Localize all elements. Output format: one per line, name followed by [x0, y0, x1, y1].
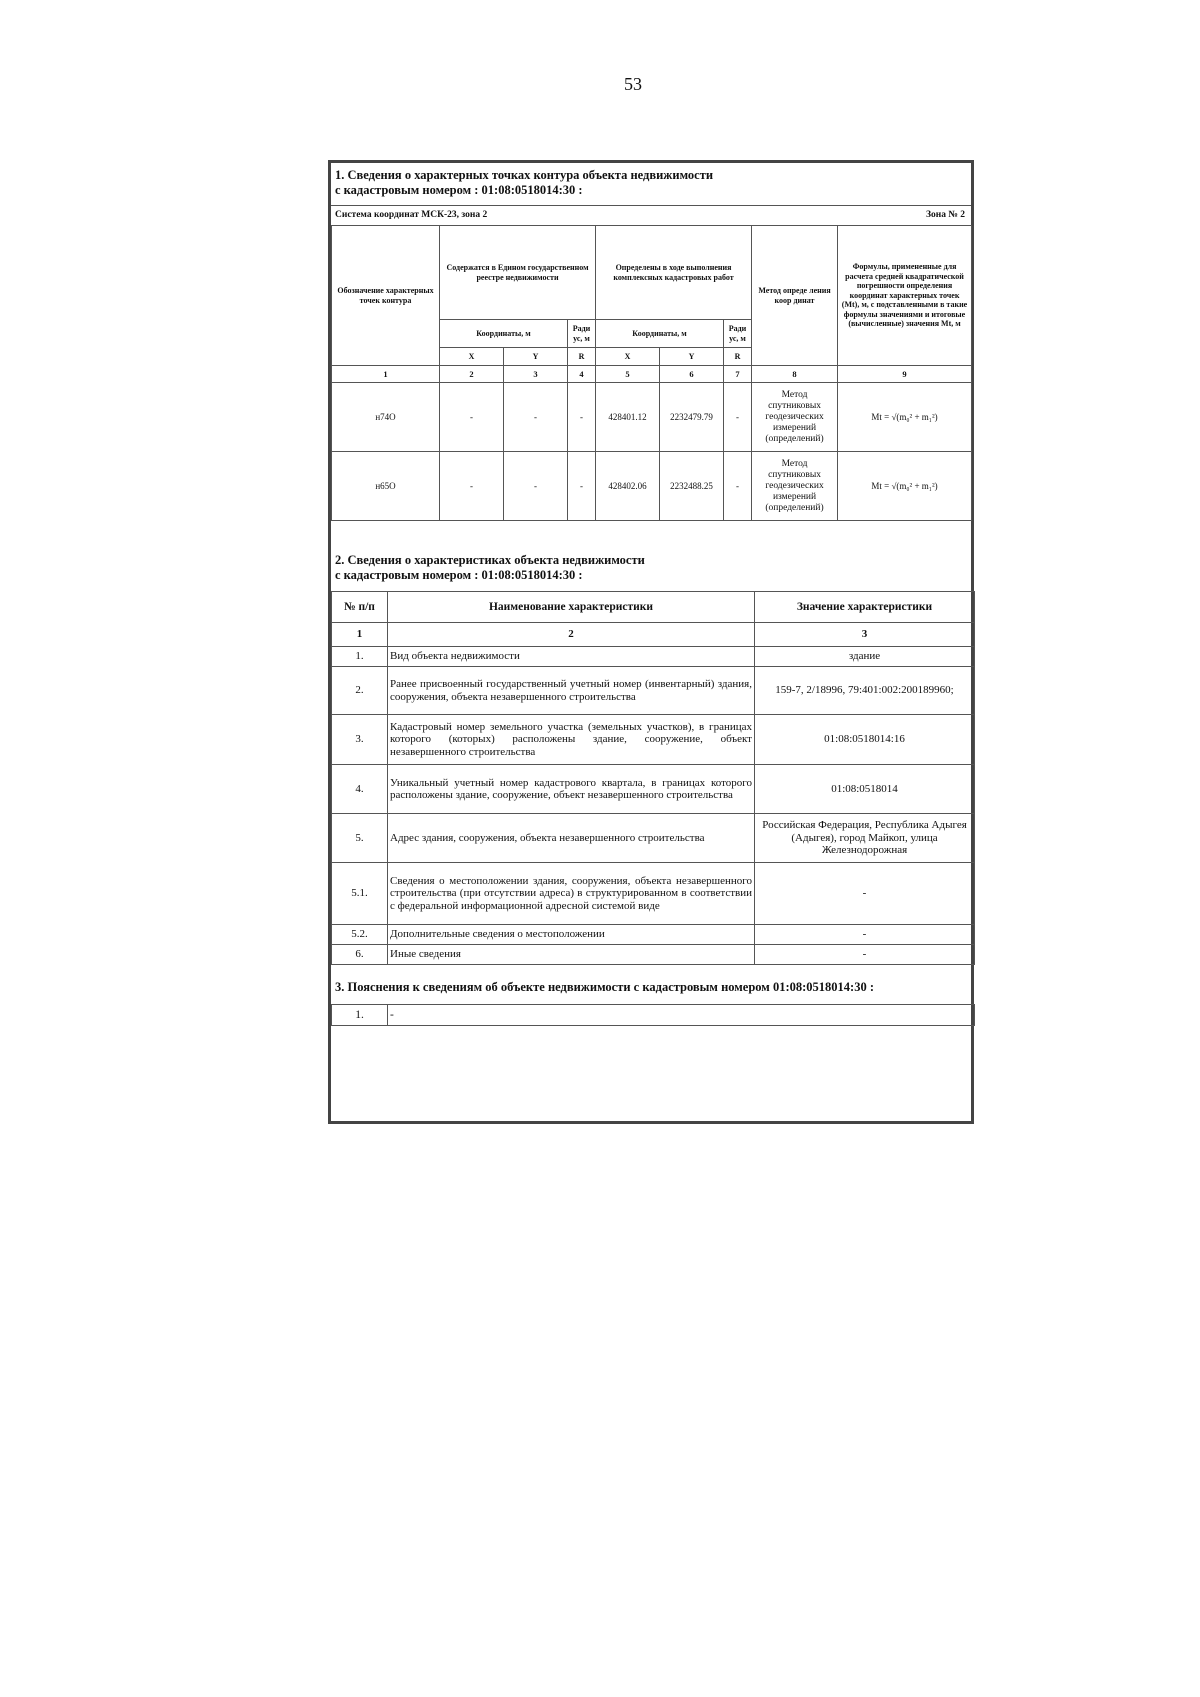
zone-label: Зона № 2: [925, 210, 965, 220]
points-table: [331, 225, 972, 521]
header-x-2: X: [596, 348, 660, 366]
header-radius-1: Ради ус, м: [568, 320, 596, 348]
table-row: 4. Уникальный учетный номер кадастрового квартала, в границах которого расположены здание, сооружение, объект незавершенного строительства 01:08:0518014: [332, 765, 975, 814]
header-r-2: R: [724, 348, 752, 366]
method-cell: Метод спутниковых геодезических измерений (определений): [752, 383, 838, 452]
table-row: 5. Адрес здания, сооружения, объекта незавершенного строительства Российская Федерация, Республика Адыгея (Адыгея), город Майкоп, улица Железнодорожная: [332, 814, 975, 863]
header-coords-2: Координаты, м: [596, 320, 724, 348]
header-x-1: X: [440, 348, 504, 366]
table-row: 1. Вид объекта недвижимости здание: [332, 647, 975, 667]
coordinate-system: [335, 210, 965, 220]
header-r-1: R: [568, 348, 596, 366]
header-name: Наименование характеристики: [388, 592, 755, 623]
table-row: н65О - - - 428402.06 2232488.25 - Метод спутниковых геодезических измерений (определений) Mt = √(m₀² + m₁²): [332, 452, 972, 521]
header-formulas: Формулы, примененные для расчета средней квадратической погрешности определения координат характерных точек (Mt), м, с подставленными в такие формулы значениями и итоговые (вычисленные) значения Mt, м: [838, 226, 972, 366]
table-row: н74О - - - 428401.12 2232479.79 - Метод спутниковых геодезических измерений (определений) Mt = √(m₀² + m₁²): [332, 383, 972, 452]
section2-title: 2. Сведения о характеристиках объекта недвижимости с кадастровым номером : 01:08:0518014:30 :: [335, 553, 645, 582]
section1-title: 1. Сведения о характерных точках контура объекта недвижимости с кадастровым номером : 01:08:0518014:30 :: [335, 168, 714, 197]
characteristics-table: [331, 591, 975, 965]
header-designation: Обозначение характерных точек контура: [332, 226, 440, 366]
table-row: 2. Ранее присвоенный государственный учетный номер (инвентарный) здания, сооружения, объекта незавершенного строительства 159-7, 2/18996, 79:401:002:200189960;: [332, 667, 975, 715]
coord-system-label: Система координат МСК-23, зона 2: [335, 210, 488, 220]
column-numbers: 1 2 3: [332, 623, 975, 647]
point-name: н65О: [332, 452, 440, 521]
formula-cell: Mt = √(m₀² + m₁²): [838, 383, 972, 452]
explanations-table: [331, 1004, 975, 1026]
table-row: 6. Иные сведения -: [332, 945, 975, 965]
table-row: 1. -: [332, 1005, 975, 1026]
page-number: 53: [624, 74, 642, 94]
table-row: 5.2. Дополнительные сведения о местоположении -: [332, 925, 975, 945]
section3-title: 3. Пояснения к сведениям об объекте недвижимости с кадастровым номером 01:08:0518014:30 :: [335, 980, 874, 994]
header-egrn: Содержатся в Едином государственном реестре недвижимости: [440, 226, 596, 320]
method-cell: Метод спутниковых геодезических измерений (определений): [752, 452, 838, 521]
header-y-2: Y: [660, 348, 724, 366]
header-works: Определены в ходе выполнения комплексных кадастровых работ: [596, 226, 752, 320]
header-y-1: Y: [504, 348, 568, 366]
table-row: 3. Кадастровый номер земельного участка (земельных участков), в границах которого (которых) расположены здание, сооружение, объект незавершенного строительства 01:08:0518014:16: [332, 715, 975, 765]
formula-cell: Mt = √(m₀² + m₁²): [838, 452, 972, 521]
divider: [331, 205, 971, 206]
column-numbers: 1 2 3 4 5 6 7 8 9: [332, 366, 972, 383]
point-name: н74О: [332, 383, 440, 452]
document-form: [328, 160, 974, 1124]
header-method: Метод опреде ления коор динат: [752, 226, 838, 366]
header-value: Значение характеристики: [755, 592, 975, 623]
table-row: 5.1. Сведения о местоположении здания, сооружения, объекта незавершенного строительства (при отсутствии адреса) в структурированном в соответствии с федеральной информационной адресной системой виде -: [332, 863, 975, 925]
header-coords-1: Координаты, м: [440, 320, 568, 348]
header-radius-2: Ради ус, м: [724, 320, 752, 348]
header-num: № п/п: [332, 592, 388, 623]
